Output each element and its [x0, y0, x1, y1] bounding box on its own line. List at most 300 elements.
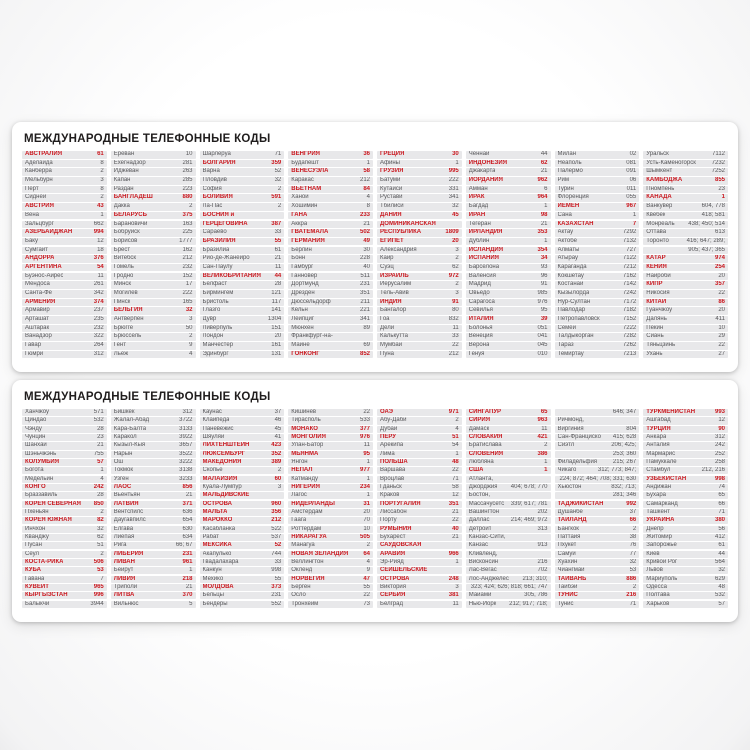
country-row: [643, 409, 728, 416]
city-row: [555, 151, 640, 159]
entry-code: 571: [93, 409, 104, 415]
entry-name: Алматы: [557, 246, 580, 253]
entry-name: СЕРБИЯ: [380, 592, 406, 599]
city-row: [643, 168, 728, 176]
entry-code: 913: [537, 542, 548, 549]
entry-name: Хьюстон: [557, 483, 582, 490]
entry-code: 386: [537, 450, 548, 457]
entry-code: 65: [540, 409, 548, 415]
entry-name: ТАЙВАНЬ: [557, 575, 587, 582]
entry-code: 17: [185, 281, 193, 288]
entry-name: Акапулько: [202, 550, 232, 557]
city-row: [22, 601, 107, 608]
entry-code: 3233: [179, 475, 193, 482]
entry-name: АРГЕНТИНА: [25, 263, 62, 270]
entry-name: Иджеван: [113, 168, 139, 175]
city-row: [377, 476, 462, 483]
city-row: [377, 509, 462, 516]
entry-code: 852: [359, 350, 370, 357]
entry-code: 630: [182, 525, 193, 532]
entry-code: 359: [271, 159, 282, 166]
entry-name: Ехегнадзор: [113, 159, 146, 166]
entry-code: 552: [271, 600, 282, 607]
city-row: [111, 417, 196, 424]
entry-code: 21: [540, 220, 548, 227]
entry-name: ЛИБЕРИЯ: [113, 550, 144, 557]
entry-name: Абу-Даби: [380, 417, 407, 424]
entry-code: 1: [544, 203, 548, 210]
city-row: [288, 559, 373, 566]
country-row: [111, 559, 196, 566]
entry-name: Харьков: [646, 600, 670, 607]
entry-name: Виктория: [380, 583, 407, 590]
city-row: [22, 168, 107, 176]
country-row: [288, 467, 373, 474]
entry-name: ВЕНГРИЯ: [291, 151, 320, 157]
city-row: [555, 567, 640, 574]
entry-name: Овьедо: [468, 290, 490, 296]
city-row: [555, 442, 640, 449]
entry-code: 998: [714, 475, 725, 482]
city-row: [466, 299, 551, 307]
entry-name: МЕКСИКА: [202, 542, 232, 549]
entry-code: 71: [274, 151, 282, 157]
entry-code: 231: [182, 550, 193, 557]
entry-name: Детройт: [468, 525, 492, 532]
city-row: [643, 221, 728, 229]
entry-code: 371: [182, 500, 193, 507]
entry-code: 121: [271, 290, 282, 296]
entry-name: МЬЯНМА: [291, 450, 319, 457]
country-row: [111, 592, 196, 599]
entry-name: Рио-де-Жанейро: [202, 255, 250, 262]
entry-code: 438; 450; 514: [688, 220, 725, 227]
entry-name: Чикаго: [557, 467, 577, 474]
entry-code: 66; 67: [175, 542, 193, 549]
entry-code: 960: [271, 500, 282, 507]
city-row: [555, 325, 640, 333]
entry-code: 31: [363, 500, 370, 507]
entry-code: 976: [359, 433, 370, 440]
city-row: [377, 451, 462, 458]
entry-name: Амстердам: [291, 508, 323, 515]
entry-name: Арекипа: [380, 442, 404, 449]
entry-name: Усть-Каменогорск: [646, 159, 696, 166]
city-row: [22, 509, 107, 516]
entry-name: ВЕНЕСУЭЛА: [291, 168, 329, 175]
city-row: [377, 517, 462, 524]
entry-name: Пекин: [646, 324, 664, 331]
entry-name: МАЛАЙЗИЯ: [202, 475, 238, 482]
entry-code: 341: [359, 316, 370, 323]
country-row: [200, 221, 285, 229]
entry-name: КЕНИЯ: [646, 263, 667, 270]
country-row: [643, 264, 728, 272]
entry-name: Берлин: [291, 246, 312, 253]
entry-name: Нарын: [113, 450, 133, 457]
entry-name: МОНГОЛИЯ: [291, 433, 326, 440]
entry-name: Ухань: [646, 350, 663, 357]
city-row: [200, 592, 285, 599]
city-row: [377, 601, 462, 608]
entry-code: 629: [714, 575, 725, 582]
city-row: [111, 168, 196, 176]
entry-name: АНДОРРА: [25, 255, 55, 262]
entry-code: 604, 778: [701, 203, 725, 210]
country-row: [377, 409, 462, 416]
city-row: [111, 534, 196, 541]
entry-code: 37: [274, 409, 282, 415]
entry-name: Ганновер: [291, 272, 318, 279]
city-row: [377, 559, 462, 566]
entry-name: ИСПАНИЯ: [468, 255, 499, 262]
code-column: [22, 151, 107, 360]
city-row: [22, 281, 107, 289]
entry-name: Генуя: [468, 350, 485, 357]
city-row: [466, 584, 551, 591]
entry-name: ДАНИЯ: [380, 211, 402, 218]
entry-code: 218: [182, 575, 193, 582]
entry-code: 412: [714, 533, 725, 540]
entry-code: 73: [363, 600, 370, 607]
city-row: [111, 203, 196, 211]
entry-name: Гавар: [25, 342, 42, 349]
entry-name: Эр-Рияд: [380, 558, 404, 565]
entry-name: Перт: [25, 185, 39, 192]
entry-code: 216: [537, 558, 548, 565]
entry-name: Эдинбург: [202, 350, 229, 357]
entry-name: Лагос: [291, 492, 307, 499]
entry-name: Лейпциг: [291, 316, 315, 323]
entry-name: Берген: [291, 583, 311, 590]
entry-name: Бристоль: [202, 298, 229, 305]
entry-name: Скопье: [202, 467, 223, 474]
country-row: [200, 517, 285, 524]
entry-code: 964: [537, 194, 548, 201]
entry-code: 281: [182, 159, 193, 166]
entry-code: 225: [182, 229, 193, 236]
entry-name: Чунцин: [25, 433, 46, 440]
entry-name: ВЬЕТНАМ: [291, 185, 322, 192]
country-row: [377, 542, 462, 549]
city-row: [288, 273, 373, 281]
country-row: [22, 299, 107, 307]
city-row: [22, 542, 107, 549]
entry-code: 380: [714, 517, 725, 524]
entry-code: 7213: [622, 350, 637, 357]
city-row: [377, 351, 462, 359]
entry-name: ТУРКМЕНИСТАН: [646, 409, 696, 415]
entry-name: Актобе: [557, 237, 577, 244]
code-column: [466, 409, 551, 609]
entry-code: 212, 216: [701, 467, 725, 474]
entry-name: Бостон,: [468, 492, 491, 499]
entry-code: 537: [271, 533, 282, 540]
entry-code: 3922: [179, 433, 193, 440]
entry-name: Калькутта: [380, 333, 408, 340]
entry-code: 117: [271, 298, 282, 305]
entry-code: 996: [93, 592, 104, 599]
entry-name: ИНДИЯ: [380, 298, 402, 305]
entry-name: Жалал-Абад: [113, 417, 150, 424]
entry-name: Мельбурн: [25, 177, 53, 184]
country-row: [466, 212, 551, 220]
country-row: [466, 417, 551, 424]
entry-code: 998: [271, 567, 282, 574]
country-row: [22, 203, 107, 211]
entry-name: Шарлеруа: [202, 151, 231, 157]
country-row: [200, 194, 285, 202]
country-row: [288, 168, 373, 176]
entry-name: ГОНКОНГ: [291, 350, 320, 357]
entry-name: Дрезден: [291, 290, 315, 296]
entry-code: 11: [452, 324, 459, 331]
entry-code: 351: [359, 290, 370, 296]
city-row: [643, 229, 728, 237]
entry-code: 89: [363, 324, 370, 331]
city-row: [643, 307, 728, 315]
country-row: [377, 212, 462, 220]
entry-code: 045: [537, 342, 548, 349]
entry-name: МАЛЬДИВСКИЕ: [202, 492, 250, 499]
city-row: [288, 307, 373, 315]
city-row: [111, 601, 196, 608]
entry-code: 21: [185, 583, 193, 590]
country-row: [466, 467, 551, 474]
entry-name: Вьентьян: [113, 492, 140, 499]
entry-code: 212: [271, 517, 282, 524]
entry-code: 71: [629, 600, 637, 607]
entry-name: Бангалор: [380, 307, 407, 314]
entry-code: 11: [363, 442, 370, 449]
entry-code: 27: [718, 350, 725, 357]
country-row: [555, 203, 640, 211]
entry-code: 339; 617; 781: [510, 500, 548, 507]
entry-code: 44: [540, 151, 548, 157]
entry-code: 253; 360: [612, 450, 637, 457]
country-row: [288, 212, 373, 220]
city-row: [200, 526, 285, 533]
entry-code: 351: [448, 500, 459, 507]
city-row: [200, 342, 285, 350]
entry-name: НЕПАЛ: [291, 467, 313, 474]
city-row: [643, 526, 728, 533]
entry-name: Чиангмай: [557, 567, 585, 574]
entry-name: Ханой: [291, 194, 309, 201]
city-row: [555, 584, 640, 591]
city-row: [111, 567, 196, 574]
entry-code: 23: [97, 433, 104, 440]
city-row: [200, 417, 285, 424]
entry-code: 967: [626, 203, 637, 210]
entry-name: Окленд: [291, 567, 313, 574]
city-row: [288, 299, 373, 307]
entry-name: Гданьск: [380, 483, 402, 490]
city-row: [288, 247, 373, 255]
entry-name: Антверпен: [113, 316, 144, 323]
entry-code: 212: [359, 177, 370, 184]
entry-name: Лима: [380, 450, 395, 457]
entry-code: 411: [715, 316, 725, 323]
entry-code: 55: [274, 575, 282, 582]
entry-name: Шымкент: [646, 168, 673, 175]
city-row: [22, 221, 107, 229]
entry-code: 32: [452, 203, 459, 210]
entry-name: Арташат: [25, 316, 49, 323]
entry-code: 532: [714, 592, 725, 599]
entry-code: 3522: [179, 450, 193, 457]
city-row: [22, 451, 107, 458]
entry-name: Шяуляй: [202, 433, 225, 440]
city-row: [288, 160, 373, 168]
entry-code: 2: [189, 203, 193, 210]
entry-code: 8: [100, 159, 104, 166]
entry-code: 2: [100, 550, 104, 557]
country-row: [200, 459, 285, 466]
city-row: [643, 484, 728, 491]
country-row: [111, 484, 196, 491]
entry-code: 30: [452, 151, 459, 157]
entry-name: Вильнюс: [113, 600, 139, 607]
entry-code: 62: [97, 533, 104, 540]
entry-code: 856: [182, 483, 193, 490]
country-row: [200, 442, 285, 449]
entry-name: Льеж: [113, 350, 129, 357]
entry-name: Рабат: [202, 533, 219, 540]
entry-code: 2: [100, 168, 104, 175]
entry-name: Майами: [468, 592, 492, 599]
entry-code: 3722: [179, 417, 193, 424]
entry-name: Даугавпилс: [113, 517, 146, 524]
city-row: [466, 517, 551, 524]
entry-name: Циндао: [25, 417, 47, 424]
city-row: [377, 584, 462, 591]
city-row: [22, 467, 107, 474]
city-row: [377, 492, 462, 499]
city-row: [466, 273, 551, 281]
entry-code: 36: [363, 151, 370, 157]
entry-name: Кокшетау: [557, 272, 584, 279]
entry-code: 20: [274, 333, 282, 340]
city-row: [377, 177, 462, 185]
entry-code: 53: [629, 567, 637, 574]
city-row: [200, 333, 285, 341]
country-row: [288, 238, 373, 246]
city-row: [200, 534, 285, 541]
entry-name: УКРАИНА: [646, 517, 675, 524]
entry-name: Медельин: [25, 475, 54, 482]
entry-name: Триполи: [113, 583, 138, 590]
city-row: [288, 342, 373, 350]
country-row: [22, 567, 107, 574]
entry-code: 216: [626, 592, 637, 599]
city-row: [466, 559, 551, 566]
city-row: [643, 434, 728, 441]
entry-code: 995: [448, 168, 459, 175]
entry-code: 214; 469; 972: [510, 517, 548, 524]
entry-name: Ашгабад: [646, 417, 671, 424]
entry-code: 2: [366, 542, 370, 549]
entry-name: Гюмри: [25, 350, 44, 357]
city-row: [377, 442, 462, 449]
city-row: [466, 151, 551, 159]
entry-code: 37: [629, 508, 637, 515]
country-row: [22, 264, 107, 272]
entry-name: КАЗАХСТАН: [557, 220, 594, 227]
entry-code: 32: [274, 177, 282, 184]
entry-code: 331: [448, 185, 459, 192]
city-row: [466, 290, 551, 298]
entry-code: 65: [718, 492, 725, 499]
city-row: [466, 168, 551, 176]
entry-code: 22: [363, 409, 370, 415]
country-row: [643, 299, 728, 307]
entry-code: 522: [271, 525, 282, 532]
code-column: [288, 151, 373, 360]
entry-name: МАЛЬТА: [202, 508, 228, 515]
entry-name: Венеция: [468, 333, 493, 340]
country-row: [200, 476, 285, 483]
entry-name: ИРАН: [468, 211, 486, 218]
entry-name: Сан-Паулу: [202, 263, 233, 270]
entry-code: 7132: [622, 237, 637, 244]
entry-name: Полтава: [646, 592, 670, 599]
city-row: [111, 426, 196, 433]
entry-name: Лас-Вегас: [468, 567, 497, 574]
entry-name: Ханчжоу: [25, 409, 50, 415]
entry-code: 356: [271, 508, 282, 515]
entry-name: БЕЛАРУСЬ: [113, 211, 147, 218]
city-row: [555, 255, 640, 263]
entry-code: 354: [537, 246, 548, 253]
entry-code: 28: [97, 425, 104, 432]
country-row: [377, 551, 462, 558]
entry-code: 905; 437; 365: [688, 246, 725, 253]
city-row: [111, 177, 196, 185]
entry-name: Павлодар: [557, 307, 586, 314]
city-row: [555, 168, 640, 176]
entry-name: Минск: [113, 281, 132, 288]
city-row: [643, 186, 728, 194]
country-row: [200, 160, 285, 168]
entry-code: 634: [182, 533, 193, 540]
entry-name: Днепр: [646, 525, 664, 532]
city-row: [288, 290, 373, 298]
entry-code: 3944: [90, 600, 104, 607]
entry-name: Иерусалим: [380, 281, 412, 288]
entry-name: САУДОВСКАЯ: [380, 542, 422, 549]
entry-code: 1: [189, 567, 193, 574]
entry-code: 7: [632, 220, 637, 227]
entry-name: Рустави: [380, 194, 403, 201]
entry-name: ЛЮКСЕМБУРГ: [202, 450, 246, 457]
entry-code: 974: [714, 255, 725, 262]
country-row: [377, 229, 462, 237]
entry-code: 21: [97, 442, 104, 449]
city-row: [22, 351, 107, 359]
entry-name: Болонья: [468, 324, 493, 331]
entry-code: 91: [540, 281, 548, 288]
entry-code: 832; 713;: [611, 483, 637, 490]
code-column: [111, 151, 196, 360]
entry-name: Шанхай: [25, 442, 47, 449]
entry-name: ГЕРМАНИЯ: [291, 237, 325, 244]
entry-code: 3222: [179, 458, 193, 465]
entry-code: 29: [718, 333, 725, 340]
entry-name: Брюссель: [113, 333, 142, 340]
entry-code: 636: [182, 508, 193, 515]
entry-name: Клайпеда: [202, 417, 230, 424]
